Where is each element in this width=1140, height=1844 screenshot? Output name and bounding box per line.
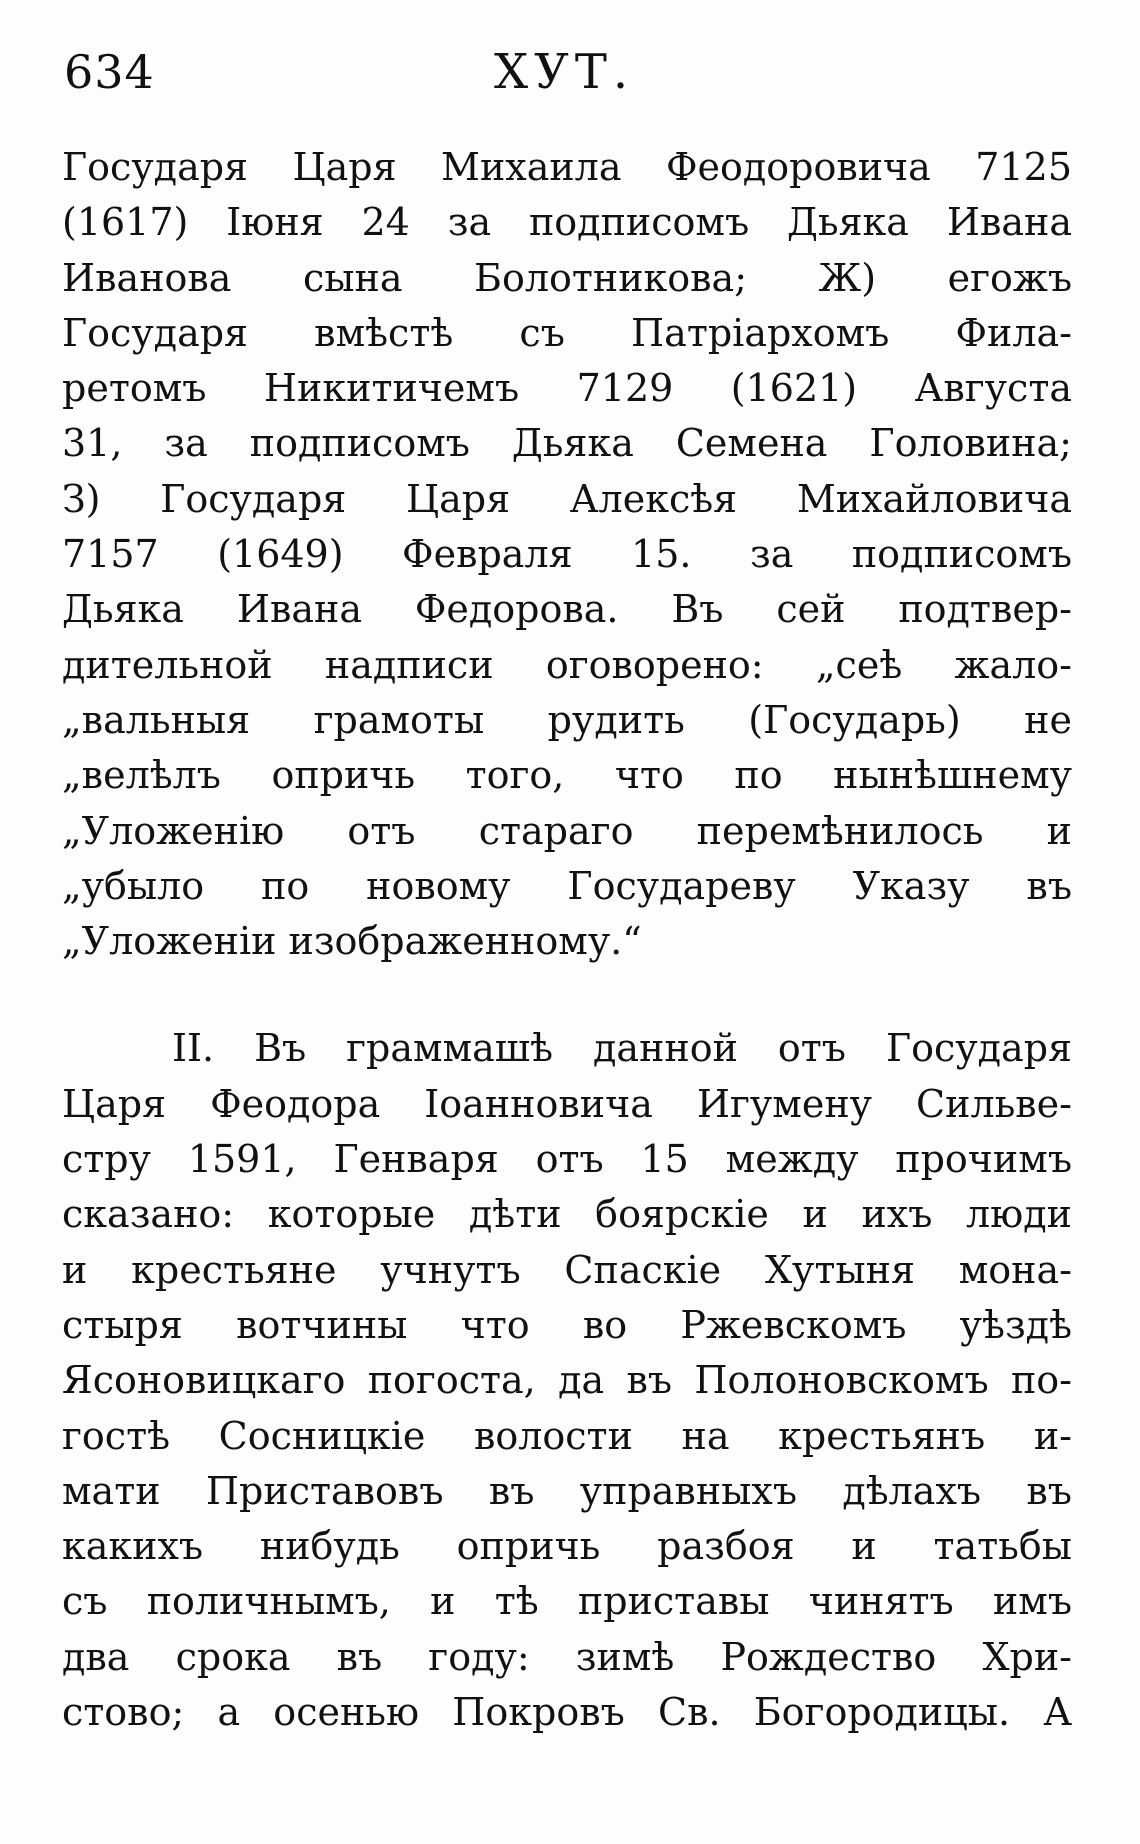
text-line: стру 1591, Генваря отъ 15 между прочимъ <box>62 1137 1072 1182</box>
paragraph-gap <box>62 969 1072 1021</box>
text-line: „убыло по новому Государеву Указу въ <box>62 863 1072 908</box>
text-line: (1617) Іюня 24 за подписомъ Дьяка Ивана <box>62 200 1072 245</box>
text-line: 7157 (1649) Февраля 15. за подписомъ <box>62 532 1072 577</box>
text-line: 31, за подписомъ Дьяка Семена Головина; <box>62 421 1072 466</box>
text-line: стово; а осенью Покровъ Св. Богородицы. А <box>62 1690 1072 1735</box>
text-line: „Уложенію отъ стараго перемѣнилось и <box>62 808 1072 853</box>
text-line: съ поличнымъ, и тѣ приставы чинятъ имъ <box>62 1579 1072 1624</box>
text-line: II. Въ граммашѣ данной отъ Государя <box>172 1026 1072 1071</box>
text-line: Иванова сына Болотникова; Ж) егожъ <box>62 255 1072 300</box>
text-line: Дьяка Ивана Федорова. Въ сей подтвер- <box>62 587 1072 632</box>
text-line: „Уложеніи изображенному.“ <box>62 919 642 964</box>
text-line: и крестьяне учнутъ Спаскіе Хутыня мона- <box>62 1247 1072 1292</box>
text-line: гостѣ Сосницкіе волости на крестьянъ и- <box>62 1413 1072 1458</box>
page-number: 634 <box>64 45 155 99</box>
paragraph-2 <box>62 1021 1072 1740</box>
text-line: Государя Царя Михаила Феодоровича 7125 <box>62 145 1072 189</box>
text-line: Царя Феодора Іоанновича Игумену Сильве- <box>62 1081 1072 1126</box>
text-line: дительной надписи оговорено: „сеѣ жало- <box>62 642 1072 687</box>
text-line: два срока въ году: зимѣ Рождество Хри- <box>62 1634 1072 1679</box>
text-line: Государя вмѣстѣ съ Патріархомъ Фила- <box>62 310 1072 355</box>
running-head: ХУТ. <box>494 44 635 100</box>
text-line: стыря вотчины что во Ржевскомъ уѣздѣ <box>62 1302 1072 1347</box>
text-line: мати Приставовъ въ управныхъ дѣлахъ въ <box>62 1468 1072 1513</box>
text-line: „вальныя грамоты рудить (Государь) не <box>62 697 1072 742</box>
body-text <box>62 140 1072 1740</box>
text-line: ретомъ Никитичемъ 7129 (1621) Августа <box>62 366 1072 411</box>
text-line: сказано: которые дѣти боярскіе и ихъ люди <box>62 1192 1072 1237</box>
text-line: З) Государя Царя Алексѣя Михайловича <box>62 476 1072 521</box>
text-line: „велѣлъ опричь того, что по нынѣшнему <box>62 753 1072 798</box>
text-line: какихъ нибудь опричь разбоя и татьбы <box>62 1524 1072 1569</box>
paragraph-1 <box>62 140 1072 969</box>
page-header <box>64 42 1064 112</box>
text-line: Ясоновицкаго погоста, да въ Полоновскомъ по- <box>62 1358 1072 1403</box>
